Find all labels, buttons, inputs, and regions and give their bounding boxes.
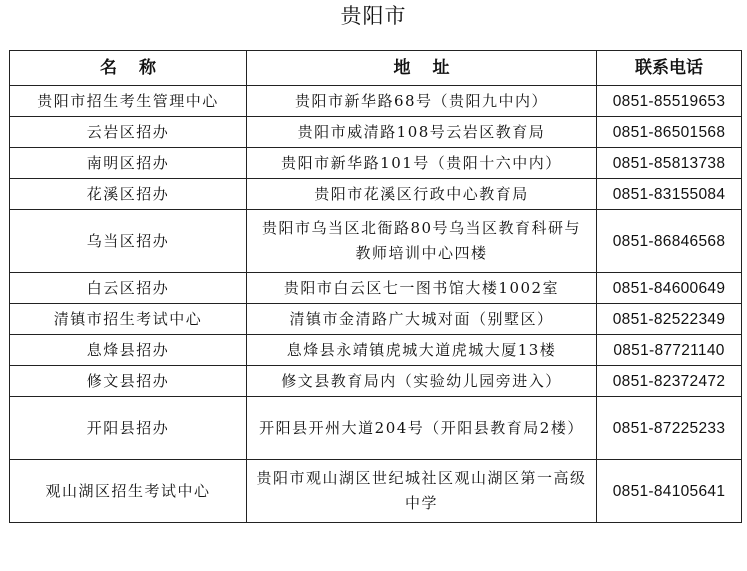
office-address: 息烽县永靖镇虎城大道虎城大厦13楼 xyxy=(247,335,597,366)
office-address: 贵阳市乌当区北衙路80号乌当区教育科研与教师培训中心四楼 xyxy=(247,210,597,273)
table-row xyxy=(10,304,742,335)
office-address: 贵阳市花溪区行政中心教育局 xyxy=(247,179,597,210)
table-row xyxy=(10,210,742,273)
office-address: 贵阳市新华路101号（贵阳十六中内） xyxy=(247,148,597,179)
office-name: 修文县招办 xyxy=(10,366,247,397)
office-address: 贵阳市威清路108号云岩区教育局 xyxy=(247,117,597,148)
table-row xyxy=(10,397,742,460)
table-row xyxy=(10,86,742,117)
office-address: 贵阳市观山湖区世纪城社区观山湖区第一高级中学 xyxy=(247,460,597,523)
office-address: 贵阳市白云区七一图书馆大楼1002室 xyxy=(247,273,597,304)
office-name: 贵阳市招生考生管理中心 xyxy=(10,86,247,117)
office-name: 花溪区招办 xyxy=(10,179,247,210)
office-address: 修文县教育局内（实验幼儿园旁进入） xyxy=(247,366,597,397)
office-phone: 0851-85519653 xyxy=(597,86,742,117)
office-phone: 0851-84600649 xyxy=(597,273,742,304)
office-name: 观山湖区招生考试中心 xyxy=(10,460,247,523)
office-address: 贵阳市新华路68号（贵阳九中内） xyxy=(247,86,597,117)
header-name: 名称 xyxy=(10,51,247,86)
table-row xyxy=(10,366,742,397)
table-row xyxy=(10,117,742,148)
office-phone: 0851-87721140 xyxy=(597,335,742,366)
office-phone: 0851-86846568 xyxy=(597,210,742,273)
office-phone: 0851-82372472 xyxy=(597,366,742,397)
table-row xyxy=(10,460,742,523)
office-name: 清镇市招生考试中心 xyxy=(10,304,247,335)
page-title: 贵阳市 xyxy=(340,4,407,28)
office-phone: 0851-86501568 xyxy=(597,117,742,148)
office-name: 云岩区招办 xyxy=(10,117,247,148)
office-name: 南明区招办 xyxy=(10,148,247,179)
table-row xyxy=(10,179,742,210)
office-name: 乌当区招办 xyxy=(10,210,247,273)
table-row xyxy=(10,148,742,179)
office-name: 息烽县招办 xyxy=(10,335,247,366)
table-row xyxy=(10,335,742,366)
office-phone: 0851-85813738 xyxy=(597,148,742,179)
contact-table xyxy=(9,50,742,523)
office-address: 开阳县开州大道204号（开阳县教育局2楼） xyxy=(247,397,597,460)
header-phone: 联系电话 xyxy=(597,51,742,86)
office-name: 白云区招办 xyxy=(10,273,247,304)
table-row xyxy=(10,273,742,304)
office-phone: 0851-87225233 xyxy=(597,397,742,460)
office-name: 开阳县招办 xyxy=(10,397,247,460)
header-address: 地址 xyxy=(247,51,597,86)
office-phone: 0851-84105641 xyxy=(597,460,742,523)
table-header-row xyxy=(10,51,742,86)
office-address: 清镇市金清路广大城对面（别墅区） xyxy=(247,304,597,335)
office-phone: 0851-83155084 xyxy=(597,179,742,210)
office-phone: 0851-82522349 xyxy=(597,304,742,335)
